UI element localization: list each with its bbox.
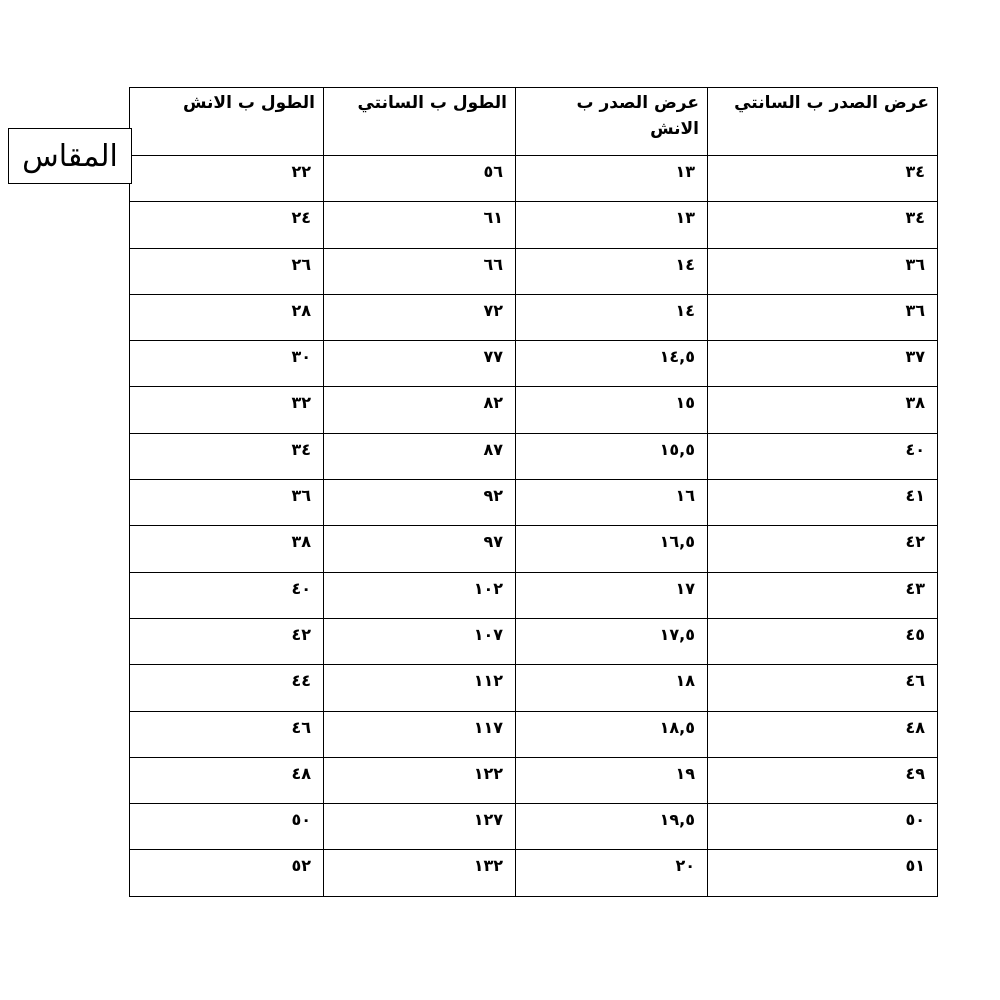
cell-chest-cm: ٤١: [708, 480, 938, 526]
cell-chest-cm: ٣٤: [708, 156, 938, 202]
cell-chest-inch: ١٣: [516, 156, 708, 202]
cell-chest-cm: ٤٢: [708, 526, 938, 572]
table-row: [130, 156, 938, 202]
table-body: [130, 156, 938, 897]
header-chest-inch: عرض الصدر ب الانش: [516, 88, 708, 156]
cell-length-inch: ٢٨: [130, 294, 324, 340]
cell-length-inch: ٥٠: [130, 804, 324, 850]
table-row: [130, 757, 938, 803]
table-row: [130, 850, 938, 896]
cell-length-cm: ٧٧: [324, 341, 516, 387]
size-chart-table: [129, 87, 938, 897]
cell-chest-cm: ٥٠: [708, 804, 938, 850]
cell-chest-inch: ١٤: [516, 248, 708, 294]
cell-chest-cm: ٣٦: [708, 294, 938, 340]
cell-chest-inch: ١٥,٥: [516, 433, 708, 479]
cell-chest-inch: ١٤,٥: [516, 341, 708, 387]
cell-length-cm: ١٠٢: [324, 572, 516, 618]
cell-chest-cm: ٤٨: [708, 711, 938, 757]
cell-length-inch: ٣٤: [130, 433, 324, 479]
cell-chest-inch: ١٧,٥: [516, 618, 708, 664]
cell-chest-inch: ١٩,٥: [516, 804, 708, 850]
cell-length-inch: ٣٨: [130, 526, 324, 572]
cell-length-cm: ٦١: [324, 202, 516, 248]
table-row: [130, 618, 938, 664]
cell-chest-inch: ١٣: [516, 202, 708, 248]
cell-chest-cm: ٤٣: [708, 572, 938, 618]
table-row: [130, 202, 938, 248]
cell-length-cm: ٩٧: [324, 526, 516, 572]
header-length-inch: الطول ب الانش: [130, 88, 324, 156]
cell-length-inch: ٤٢: [130, 618, 324, 664]
cell-length-cm: ١٢٢: [324, 757, 516, 803]
size-label-text: المقاس: [22, 138, 118, 174]
cell-length-inch: ٤٦: [130, 711, 324, 757]
size-label-box: [8, 128, 132, 184]
cell-length-cm: ١٣٢: [324, 850, 516, 896]
cell-length-inch: ٢٦: [130, 248, 324, 294]
cell-length-cm: ٩٢: [324, 480, 516, 526]
cell-length-inch: ٣٠: [130, 341, 324, 387]
cell-chest-inch: ١٨,٥: [516, 711, 708, 757]
cell-chest-inch: ١٩: [516, 757, 708, 803]
cell-length-inch: ٤٤: [130, 665, 324, 711]
cell-length-cm: ١٠٧: [324, 618, 516, 664]
cell-length-cm: ١١٧: [324, 711, 516, 757]
cell-chest-inch: ٢٠: [516, 850, 708, 896]
table-row: [130, 526, 938, 572]
cell-chest-inch: ١٧: [516, 572, 708, 618]
cell-length-cm: ١٢٧: [324, 804, 516, 850]
table-row: [130, 248, 938, 294]
cell-chest-cm: ٤٩: [708, 757, 938, 803]
cell-length-cm: ٥٦: [324, 156, 516, 202]
table-row: [130, 433, 938, 479]
cell-length-inch: ٣٢: [130, 387, 324, 433]
cell-chest-cm: ٤٠: [708, 433, 938, 479]
table-row: [130, 665, 938, 711]
table-row: [130, 711, 938, 757]
table-row: [130, 572, 938, 618]
header-chest-cm: عرض الصدر ب السانتي: [708, 88, 938, 156]
cell-length-inch: ٤٠: [130, 572, 324, 618]
table-header: [130, 88, 938, 156]
cell-length-inch: ٢٢: [130, 156, 324, 202]
cell-chest-inch: ١٥: [516, 387, 708, 433]
cell-length-cm: ٨٢: [324, 387, 516, 433]
header-row: [130, 88, 938, 156]
cell-chest-cm: ٥١: [708, 850, 938, 896]
table-row: [130, 294, 938, 340]
header-length-cm: الطول ب السانتي: [324, 88, 516, 156]
cell-chest-cm: ٣٦: [708, 248, 938, 294]
cell-chest-inch: ١٤: [516, 294, 708, 340]
cell-chest-cm: ٣٧: [708, 341, 938, 387]
cell-length-cm: ١١٢: [324, 665, 516, 711]
cell-length-cm: ٦٦: [324, 248, 516, 294]
cell-length-inch: ٥٢: [130, 850, 324, 896]
cell-length-inch: ٤٨: [130, 757, 324, 803]
cell-length-inch: ٣٦: [130, 480, 324, 526]
cell-length-cm: ٨٧: [324, 433, 516, 479]
cell-chest-cm: ٤٦: [708, 665, 938, 711]
cell-chest-cm: ٣٤: [708, 202, 938, 248]
cell-chest-inch: ١٨: [516, 665, 708, 711]
table-row: [130, 387, 938, 433]
cell-chest-cm: ٤٥: [708, 618, 938, 664]
table-row: [130, 341, 938, 387]
cell-chest-inch: ١٦,٥: [516, 526, 708, 572]
cell-chest-inch: ١٦: [516, 480, 708, 526]
cell-length-cm: ٧٢: [324, 294, 516, 340]
cell-chest-cm: ٣٨: [708, 387, 938, 433]
table-row: [130, 804, 938, 850]
table-row: [130, 480, 938, 526]
cell-length-inch: ٢٤: [130, 202, 324, 248]
